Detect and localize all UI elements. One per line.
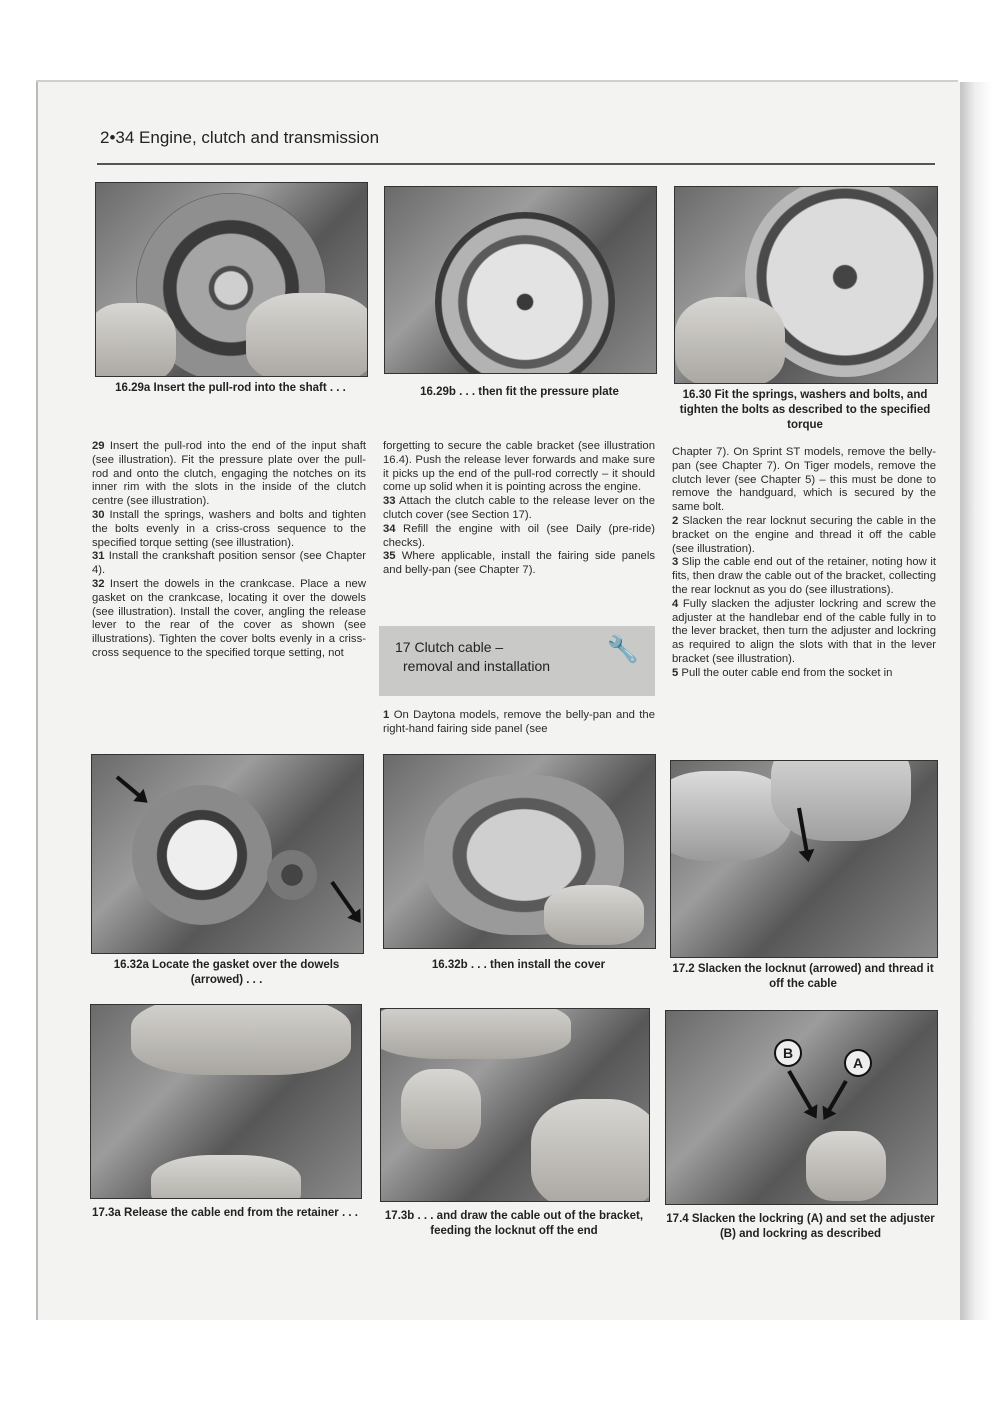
paragraph-31: 31 Install the crankshaft position sensor (see Chapter 4). (92, 550, 366, 577)
paragraph-5: 5 Pull the outer cable end from the socket in (672, 666, 893, 679)
text-column-2 (383, 440, 655, 578)
text-column-3 (672, 446, 936, 681)
spanner-icon: 🔧 (606, 634, 639, 664)
page-header: 2•34 Engine, clutch and transmission (100, 128, 380, 147)
caption-17-2: 17.2 Slacken the locknut (arrowed) and thread it off the cable (672, 963, 934, 990)
paragraph-34: 34 Refill the engine with oil (see Daily (pre-ride) checks). (383, 522, 655, 549)
caption-16-29a: 16.29a Insert the pull-rod into the shaft . . . (115, 382, 346, 394)
photo-17-3b (380, 1008, 650, 1202)
photo-17-4 (665, 1010, 938, 1205)
photo-17-2 (670, 760, 938, 958)
paragraph-4: 4 Fully slacken the adjuster lockring and screw the adjuster at the handlebar end of the cable fully in to the lever bracket, then turn the adjuster and lockring as required to align the slots with that in the lever bracket (see illustration). (672, 597, 936, 665)
paragraph-29: 29 Insert the pull-rod into the end of the input shaft (see illustration). Fit the pressure plate over the pull-rod and onto the clutch, engaging the notches on its inner rim with the slots in the inside of the clutch centre (see illustration). (92, 440, 366, 508)
caption-17-3b: 17.3b . . . and draw the cable out of the bracket, feeding the locknut off the end (384, 1210, 644, 1237)
photo-16-30 (674, 186, 938, 384)
section-title: 17 Clutch cable – removal and installation (395, 639, 551, 674)
paragraph-30: 30 Install the springs, washers and bolts and tighten the bolts evenly in a criss-cross sequence to the specified torque setting (see illustration). (92, 508, 366, 549)
photo-16-29a (95, 182, 368, 377)
paragraph-32-cont: forgetting to secure the cable bracket (see illustration 16.4). Push the release lever forwards and make sure it picks up the end of the pull-rod correctly – it should come up solid when it is pointing across the engine. (383, 440, 655, 494)
paragraph-3: 3 Slip the cable end out of the retainer, noting how it fits, then draw the cable out of the bracket, collecting the rear locknut as you do (see illustrations). (672, 556, 936, 596)
page-edge-shadow (958, 82, 992, 1320)
caption-16-32b: 16.32b . . . then install the cover (431, 959, 606, 971)
paragraph-1: 1 On Daytona models, remove the belly-pan and the right-hand fairing side panel (see (383, 709, 655, 735)
photo-16-32b (383, 754, 656, 949)
paragraph-2: 2 Slacken the rear locknut securing the cable in the bracket on the engine and thread it off the cable (see illustration). (672, 514, 936, 555)
label-a: A (844, 1049, 872, 1077)
text-column-2b (383, 709, 655, 737)
section-heading-17 (379, 626, 655, 696)
photo-16-32a (91, 754, 364, 954)
caption-16-29b: 16.29b . . . then fit the pressure plate (420, 386, 619, 398)
paragraph-33: 33 Attach the clutch cable to the release lever on the clutch cover (see Section 17). (383, 495, 655, 521)
caption-17-4: 17.4 Slacken the lockring (A) and set the adjuster (B) and lockring as described (666, 1213, 935, 1240)
photo-16-29b (384, 186, 657, 374)
label-b: B (774, 1039, 802, 1067)
caption-17-3a: 17.3a Release the cable end from the retainer . . . (92, 1207, 358, 1219)
text-column-1 (92, 440, 366, 661)
caption-16-32a: 16.32a Locate the gasket over the dowels (arrowed) . . . (113, 959, 340, 986)
header-rule (97, 163, 935, 165)
photo-17-3a (90, 1004, 362, 1199)
caption-16-30: 16.30 Fit the springs, washers and bolts, and tighten the bolts as described to the specified torque (679, 389, 931, 431)
paragraph-35: 35 Where applicable, install the fairing side panels and belly-pan (see Chapter 7). (383, 550, 655, 577)
paragraph-32: 32 Insert the dowels in the crankcase. Place a new gasket on the crankcase, locating it over the dowels (see illustration). Install the cover, angling the release lever to the rear of the cover as shown (see illustrations). Tighten the cover bolts evenly in a criss-cross sequence to the specified torque setting, not (92, 577, 366, 659)
paragraph-1-cont: Chapter 7). On Sprint ST models, remove the belly-pan (see Chapter 7). On Tiger models, remove the clutch lever (see Chapter 5) – this must be done to remove the handguard, which is secured by the same bolt. (672, 446, 936, 514)
